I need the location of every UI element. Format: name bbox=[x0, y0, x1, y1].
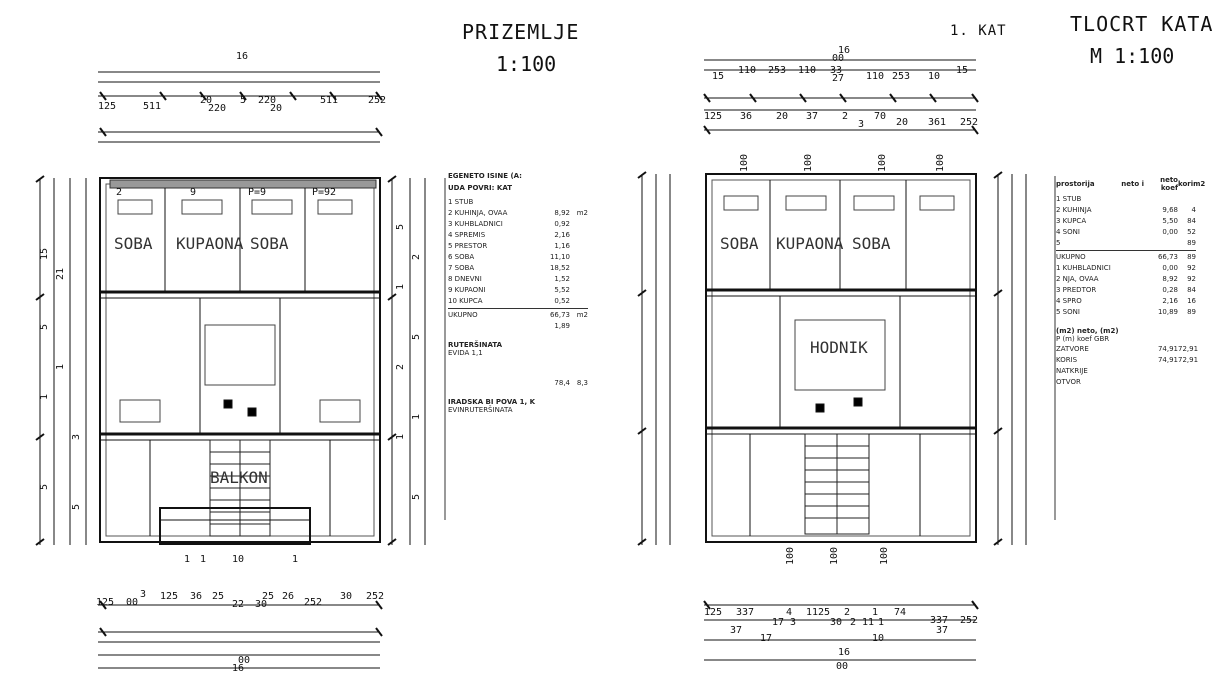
right-bottom-dim: 337 bbox=[736, 607, 755, 618]
room-label: HODNIK bbox=[810, 338, 868, 357]
right-top-dim2: 20 bbox=[896, 117, 909, 128]
legend-value: 78,4 bbox=[554, 378, 570, 387]
legend-value: 0,00 bbox=[1162, 227, 1178, 236]
left-bottom-dim: 252 bbox=[366, 591, 385, 602]
left-bottom-dim: 25 bbox=[262, 591, 275, 602]
legend-row bbox=[1056, 354, 1199, 365]
legend-value: 2,16 bbox=[1162, 296, 1178, 305]
legend-value: 8,92 bbox=[554, 208, 570, 217]
legend-room-name: 2 NJA, OVAA bbox=[1056, 274, 1099, 283]
legend-section: RUTERŠINATA bbox=[448, 341, 503, 349]
legend-value: 9,68 bbox=[1162, 205, 1178, 214]
plan-right-scale: M 1:100 bbox=[1090, 44, 1175, 68]
legend-room-name: 6 SOBA bbox=[448, 252, 475, 261]
legend-row bbox=[448, 218, 588, 229]
legend-value: 66,73 bbox=[549, 310, 570, 319]
left-top-dim: 220 bbox=[208, 103, 227, 114]
room-label: SOBA bbox=[250, 234, 289, 253]
legend-heading: UDA POVRI: KAT bbox=[448, 184, 512, 192]
left-bottom-dim: 36 bbox=[190, 591, 203, 602]
legend-value: 89 bbox=[1187, 307, 1196, 316]
legend-row bbox=[1056, 250, 1196, 262]
legend-room-name: 3 PREDTOR bbox=[1056, 285, 1097, 294]
legend-value: 5,50 bbox=[1162, 216, 1178, 225]
legend-col-header: neto i bbox=[1121, 179, 1144, 188]
legend-row bbox=[1056, 273, 1196, 284]
right-top-dim2: 361 bbox=[928, 117, 947, 128]
legend-value: 1,52 bbox=[554, 274, 570, 283]
legend-room-name: 9 KUPAONI bbox=[448, 285, 486, 294]
left-side-dim: 3 bbox=[71, 433, 82, 440]
floor-plan-right bbox=[600, 0, 1213, 678]
right-bottom-dim: 125 bbox=[704, 607, 723, 618]
right-col-top: 100 bbox=[877, 153, 888, 172]
legend-room-name: 10 KUPCA bbox=[448, 296, 483, 305]
legend-row bbox=[1056, 204, 1196, 215]
right-col-top: 100 bbox=[803, 153, 814, 172]
right-top-dim: 110 bbox=[738, 65, 757, 76]
legend-room-name: UKUPNO bbox=[448, 310, 478, 319]
right-top-dim2: 252 bbox=[960, 117, 979, 128]
left-bottom-dim: 30 bbox=[255, 599, 268, 610]
legend-room-name: NATKRIJE bbox=[1056, 366, 1088, 375]
right-side-dim: 2 bbox=[411, 253, 422, 260]
right-top-dim: 110 bbox=[866, 71, 885, 82]
left-top-dim: 252 bbox=[368, 95, 387, 106]
legend-row bbox=[1056, 284, 1196, 295]
left-top-dim: 20 bbox=[200, 95, 213, 106]
legend-rows bbox=[1056, 193, 1196, 317]
room-label: SOBA bbox=[852, 234, 891, 253]
plan-left-title: PRIZEMLJE bbox=[462, 20, 580, 44]
legend-value: 66,73 bbox=[1157, 252, 1178, 261]
left-top-dim: 511 bbox=[320, 95, 339, 106]
right-top-dim2: 70 bbox=[874, 111, 887, 122]
left-col-bottom: 1 bbox=[184, 554, 191, 565]
legend-value: 16 bbox=[1187, 296, 1196, 305]
legend-room-name: KORIS bbox=[1056, 355, 1078, 364]
right-bottom-dim2: 30 bbox=[830, 617, 843, 628]
right-top-dim2: 36 bbox=[740, 111, 753, 122]
right-col-top: 100 bbox=[935, 153, 946, 172]
left-col-dim: 9 bbox=[190, 187, 197, 198]
left-bottom-dim: 22 bbox=[232, 599, 245, 610]
legend-room-name: 5 SONI bbox=[1056, 307, 1080, 316]
legend-value: 2,16 bbox=[554, 230, 570, 239]
right-bottom-dim: 2 bbox=[844, 607, 851, 618]
legend-value: 8,3 bbox=[576, 378, 588, 387]
right-bottom-total: 00 bbox=[836, 661, 849, 672]
legend-section: (m2) neto, (m2) bbox=[1056, 327, 1119, 335]
legend-row bbox=[448, 273, 588, 284]
right-col-bottom: 100 bbox=[879, 546, 890, 565]
right-bottom-dim2: 11 bbox=[862, 617, 875, 628]
right-bottom-dim: 1 bbox=[872, 607, 879, 618]
legend-section: P (m) koef GBR bbox=[1056, 335, 1110, 343]
plan-left-scale: 1:100 bbox=[496, 52, 557, 76]
legend-row bbox=[448, 229, 588, 240]
right-bottom-dim: 74 bbox=[894, 607, 907, 618]
right-col-bottom: 100 bbox=[785, 546, 796, 565]
legend-room-name: 7 SOBA bbox=[448, 263, 475, 272]
legend-value: 84 bbox=[1187, 216, 1196, 225]
legend-row bbox=[1056, 237, 1196, 248]
left-col-dim: 2 bbox=[116, 187, 123, 198]
legend-section: EVIDA 1,1 bbox=[448, 349, 483, 357]
legend-rows bbox=[1056, 343, 1199, 387]
legend-room-name: 1 STUB bbox=[448, 197, 474, 206]
right-top-dim: 33 bbox=[830, 65, 843, 76]
right-top-dim: 27 bbox=[832, 73, 845, 84]
left-bottom-dim: 25 bbox=[212, 591, 225, 602]
legend-value: 4 bbox=[1191, 205, 1196, 214]
right-bottom-dim: 252 bbox=[960, 615, 979, 626]
legend-col-header: korim2 bbox=[1178, 179, 1206, 188]
left-top-dim: 5 bbox=[240, 95, 247, 106]
legend-row bbox=[1056, 306, 1196, 317]
legend-room-name: 1 KUHBLADNICI bbox=[1056, 263, 1111, 272]
right-bottom-dim2: 17 bbox=[772, 617, 785, 628]
legend-room-name: 5 PRESTOR bbox=[448, 241, 488, 250]
legend-row bbox=[448, 308, 588, 320]
legend-room-name: 4 SPRO bbox=[1056, 296, 1082, 305]
left-bottom-dim: 26 bbox=[282, 591, 295, 602]
right-bottom-dim: 11 bbox=[806, 607, 819, 618]
left-side-dim: 5 bbox=[71, 503, 82, 510]
legend-heading: EGENETO ISINE (A: bbox=[448, 172, 522, 180]
left-side-dim: 5 bbox=[39, 483, 50, 490]
right-top-dim: 15 bbox=[956, 65, 969, 76]
left-top-dim: 125 bbox=[98, 101, 117, 112]
right-top-total: 16 bbox=[838, 45, 851, 56]
legend-row bbox=[1056, 295, 1196, 306]
left-top-dim: 220 bbox=[258, 95, 277, 106]
legend-section: IRADSKA BI POVA 1, K bbox=[448, 398, 536, 406]
legend-value: 0,28 bbox=[1162, 285, 1178, 294]
legend-value: 74,91 bbox=[1157, 344, 1178, 353]
legend-row bbox=[448, 207, 588, 218]
left-side-dim: 5 bbox=[39, 323, 50, 330]
legend-value: 92 bbox=[1187, 263, 1196, 272]
room-label: SOBA bbox=[114, 234, 153, 253]
legend-room-name: UKUPNO bbox=[1056, 252, 1086, 261]
left-col-dim: P=9 bbox=[248, 187, 267, 198]
legend-row bbox=[448, 251, 588, 262]
left-bottom-dim: 252 bbox=[304, 597, 323, 608]
legend-room-name: 2 KUHINJA bbox=[1056, 205, 1092, 214]
right-top-dim: 253 bbox=[892, 71, 911, 82]
right-top-dim: 10 bbox=[928, 71, 941, 82]
legend-row bbox=[1056, 343, 1199, 354]
legend-room-name: 3 KUPCA bbox=[1056, 216, 1087, 225]
right-side-dim: 5 bbox=[411, 493, 422, 500]
room-label: BALKON bbox=[210, 468, 268, 487]
left-bottom-dim: 3 bbox=[140, 589, 147, 600]
plan-right-title: TLOCRT KATA bbox=[1070, 12, 1213, 36]
left-col-dim: P=92 bbox=[312, 187, 337, 198]
legend-row bbox=[448, 295, 588, 306]
left-col-bottom: 1 bbox=[200, 554, 207, 565]
legend-row bbox=[1056, 226, 1196, 237]
room-label: KUPAONA bbox=[776, 234, 844, 253]
left-side-dim: 1 bbox=[55, 363, 66, 370]
legend-row bbox=[1056, 193, 1196, 204]
legend-row bbox=[1056, 262, 1196, 273]
plan-right-subtitle: 1. KAT bbox=[950, 23, 1007, 39]
right-top-dim2: 3 bbox=[858, 119, 865, 130]
right-top-dim2: 2 bbox=[842, 111, 849, 122]
legend-room-name: 3 KUHBLADNICI bbox=[448, 219, 503, 228]
legend-room-name: ZATVORE bbox=[1056, 344, 1089, 353]
left-col-bottom: 1 bbox=[292, 554, 299, 565]
room-label: SOBA bbox=[720, 234, 759, 253]
left-bottom-total: 00 bbox=[238, 655, 251, 666]
right-top-total: 00 bbox=[832, 53, 845, 64]
legend-room-name: 2 KUHINJA, OVAA bbox=[448, 208, 508, 217]
legend-value: 10,89 bbox=[1157, 307, 1178, 316]
right-bottom-dim2: 37 bbox=[936, 625, 949, 636]
left-side-dim: 21 bbox=[55, 267, 66, 280]
legend-value: 0,52 bbox=[554, 296, 570, 305]
legend-row bbox=[448, 196, 588, 207]
legend-section: EVINRUTERŠINATA bbox=[448, 406, 513, 414]
room-label: KUPAONA bbox=[176, 234, 244, 253]
legend-value: 89 bbox=[1187, 252, 1196, 261]
legend-row bbox=[1056, 365, 1196, 376]
right-bottom-dim: 337 bbox=[930, 615, 949, 626]
area-legend-left bbox=[448, 172, 588, 414]
floor-plan-left bbox=[0, 0, 600, 678]
right-bottom-dim2: 37 bbox=[730, 625, 743, 636]
right-top-dim: 110 bbox=[798, 65, 817, 76]
legend-row bbox=[1056, 376, 1196, 387]
left-bottom-dim: 30 bbox=[340, 591, 353, 602]
left-top-dim: 20 bbox=[270, 103, 283, 114]
right-side-dim: 1 bbox=[411, 413, 422, 420]
legend-header-row bbox=[1056, 175, 1206, 192]
legend-value: 5,52 bbox=[554, 285, 570, 294]
right-col-bottom: 100 bbox=[829, 546, 840, 565]
left-bottom-total: 16 bbox=[232, 663, 245, 674]
right-col-top: 100 bbox=[739, 153, 750, 172]
legend-value: 84 bbox=[1187, 285, 1196, 294]
legend-value: m2 bbox=[576, 208, 588, 217]
right-top-dim2: 125 bbox=[704, 111, 723, 122]
legend-value: 1,16 bbox=[554, 241, 570, 250]
legend-row bbox=[448, 240, 588, 251]
right-side-dim: 1 bbox=[395, 283, 406, 290]
right-bottom-dim2: 3 bbox=[790, 617, 797, 628]
legend-room-name: 8 DNEVNI bbox=[448, 274, 482, 283]
legend-value: 1,89 bbox=[554, 321, 570, 330]
legend-room-name: 1 STUB bbox=[1056, 194, 1082, 203]
right-bottom-total: 16 bbox=[838, 647, 851, 658]
legend-value: 74,91 bbox=[1157, 355, 1178, 364]
legend-value: 8,92 bbox=[1162, 274, 1178, 283]
right-bottom-dim: 25 bbox=[818, 607, 831, 618]
legend-col-header: prostorija bbox=[1056, 179, 1095, 188]
area-legend-right bbox=[1056, 175, 1206, 387]
left-col-bottom: 10 bbox=[232, 554, 245, 565]
legend-row bbox=[448, 320, 588, 331]
right-bottom-dim2: 1 bbox=[878, 617, 885, 628]
legend-value: 11,10 bbox=[549, 252, 570, 261]
left-side-dim: 1 bbox=[39, 393, 50, 400]
legend-value: 72,91 bbox=[1178, 355, 1199, 364]
right-side-dim: 5 bbox=[411, 333, 422, 340]
legend-value: 18,52 bbox=[549, 263, 570, 272]
legend-value: 72,91 bbox=[1178, 344, 1199, 353]
legend-rows bbox=[448, 196, 588, 331]
right-bottom-dim: 4 bbox=[786, 607, 793, 618]
legend-col-header: neto koef bbox=[1160, 175, 1178, 192]
legend-row bbox=[1056, 215, 1196, 226]
right-bottom-dim2: 10 bbox=[872, 633, 885, 644]
left-top-total-a: 16 bbox=[236, 51, 249, 62]
right-top-dim: 15 bbox=[712, 71, 725, 82]
legend-value: 89 bbox=[1187, 238, 1196, 247]
legend-value: 52 bbox=[1187, 227, 1196, 236]
right-side-dim: 1 bbox=[395, 433, 406, 440]
legend-row bbox=[448, 262, 588, 273]
left-bottom-dim: 00 bbox=[126, 597, 139, 608]
left-side-dim: 15 bbox=[39, 247, 50, 260]
left-top-dim: 511 bbox=[143, 101, 162, 112]
legend-value: 0,92 bbox=[554, 219, 570, 228]
legend-row bbox=[448, 284, 588, 295]
legend-value: m2 bbox=[576, 310, 588, 319]
left-bottom-dim: 125 bbox=[96, 597, 115, 608]
left-bottom-dim: 125 bbox=[160, 591, 179, 602]
right-top-dim2: 20 bbox=[776, 111, 789, 122]
legend-room-name: 4 SONI bbox=[1056, 227, 1080, 236]
legend-room-name: OTVOR bbox=[1056, 377, 1081, 386]
right-side-dim: 5 bbox=[395, 223, 406, 230]
right-top-dim: 253 bbox=[768, 65, 787, 76]
right-bottom-dim2: 2 bbox=[850, 617, 857, 628]
right-bottom-dim2: 17 bbox=[760, 633, 773, 644]
legend-value: 92 bbox=[1187, 274, 1196, 283]
right-side-dim: 2 bbox=[395, 363, 406, 370]
legend-room-name: 5 bbox=[1056, 238, 1061, 247]
legend-room-name: 4 SPREMIS bbox=[448, 230, 486, 239]
right-top-dim2: 37 bbox=[806, 111, 819, 122]
legend-value: 0,00 bbox=[1162, 263, 1178, 272]
legend-row bbox=[448, 377, 588, 388]
